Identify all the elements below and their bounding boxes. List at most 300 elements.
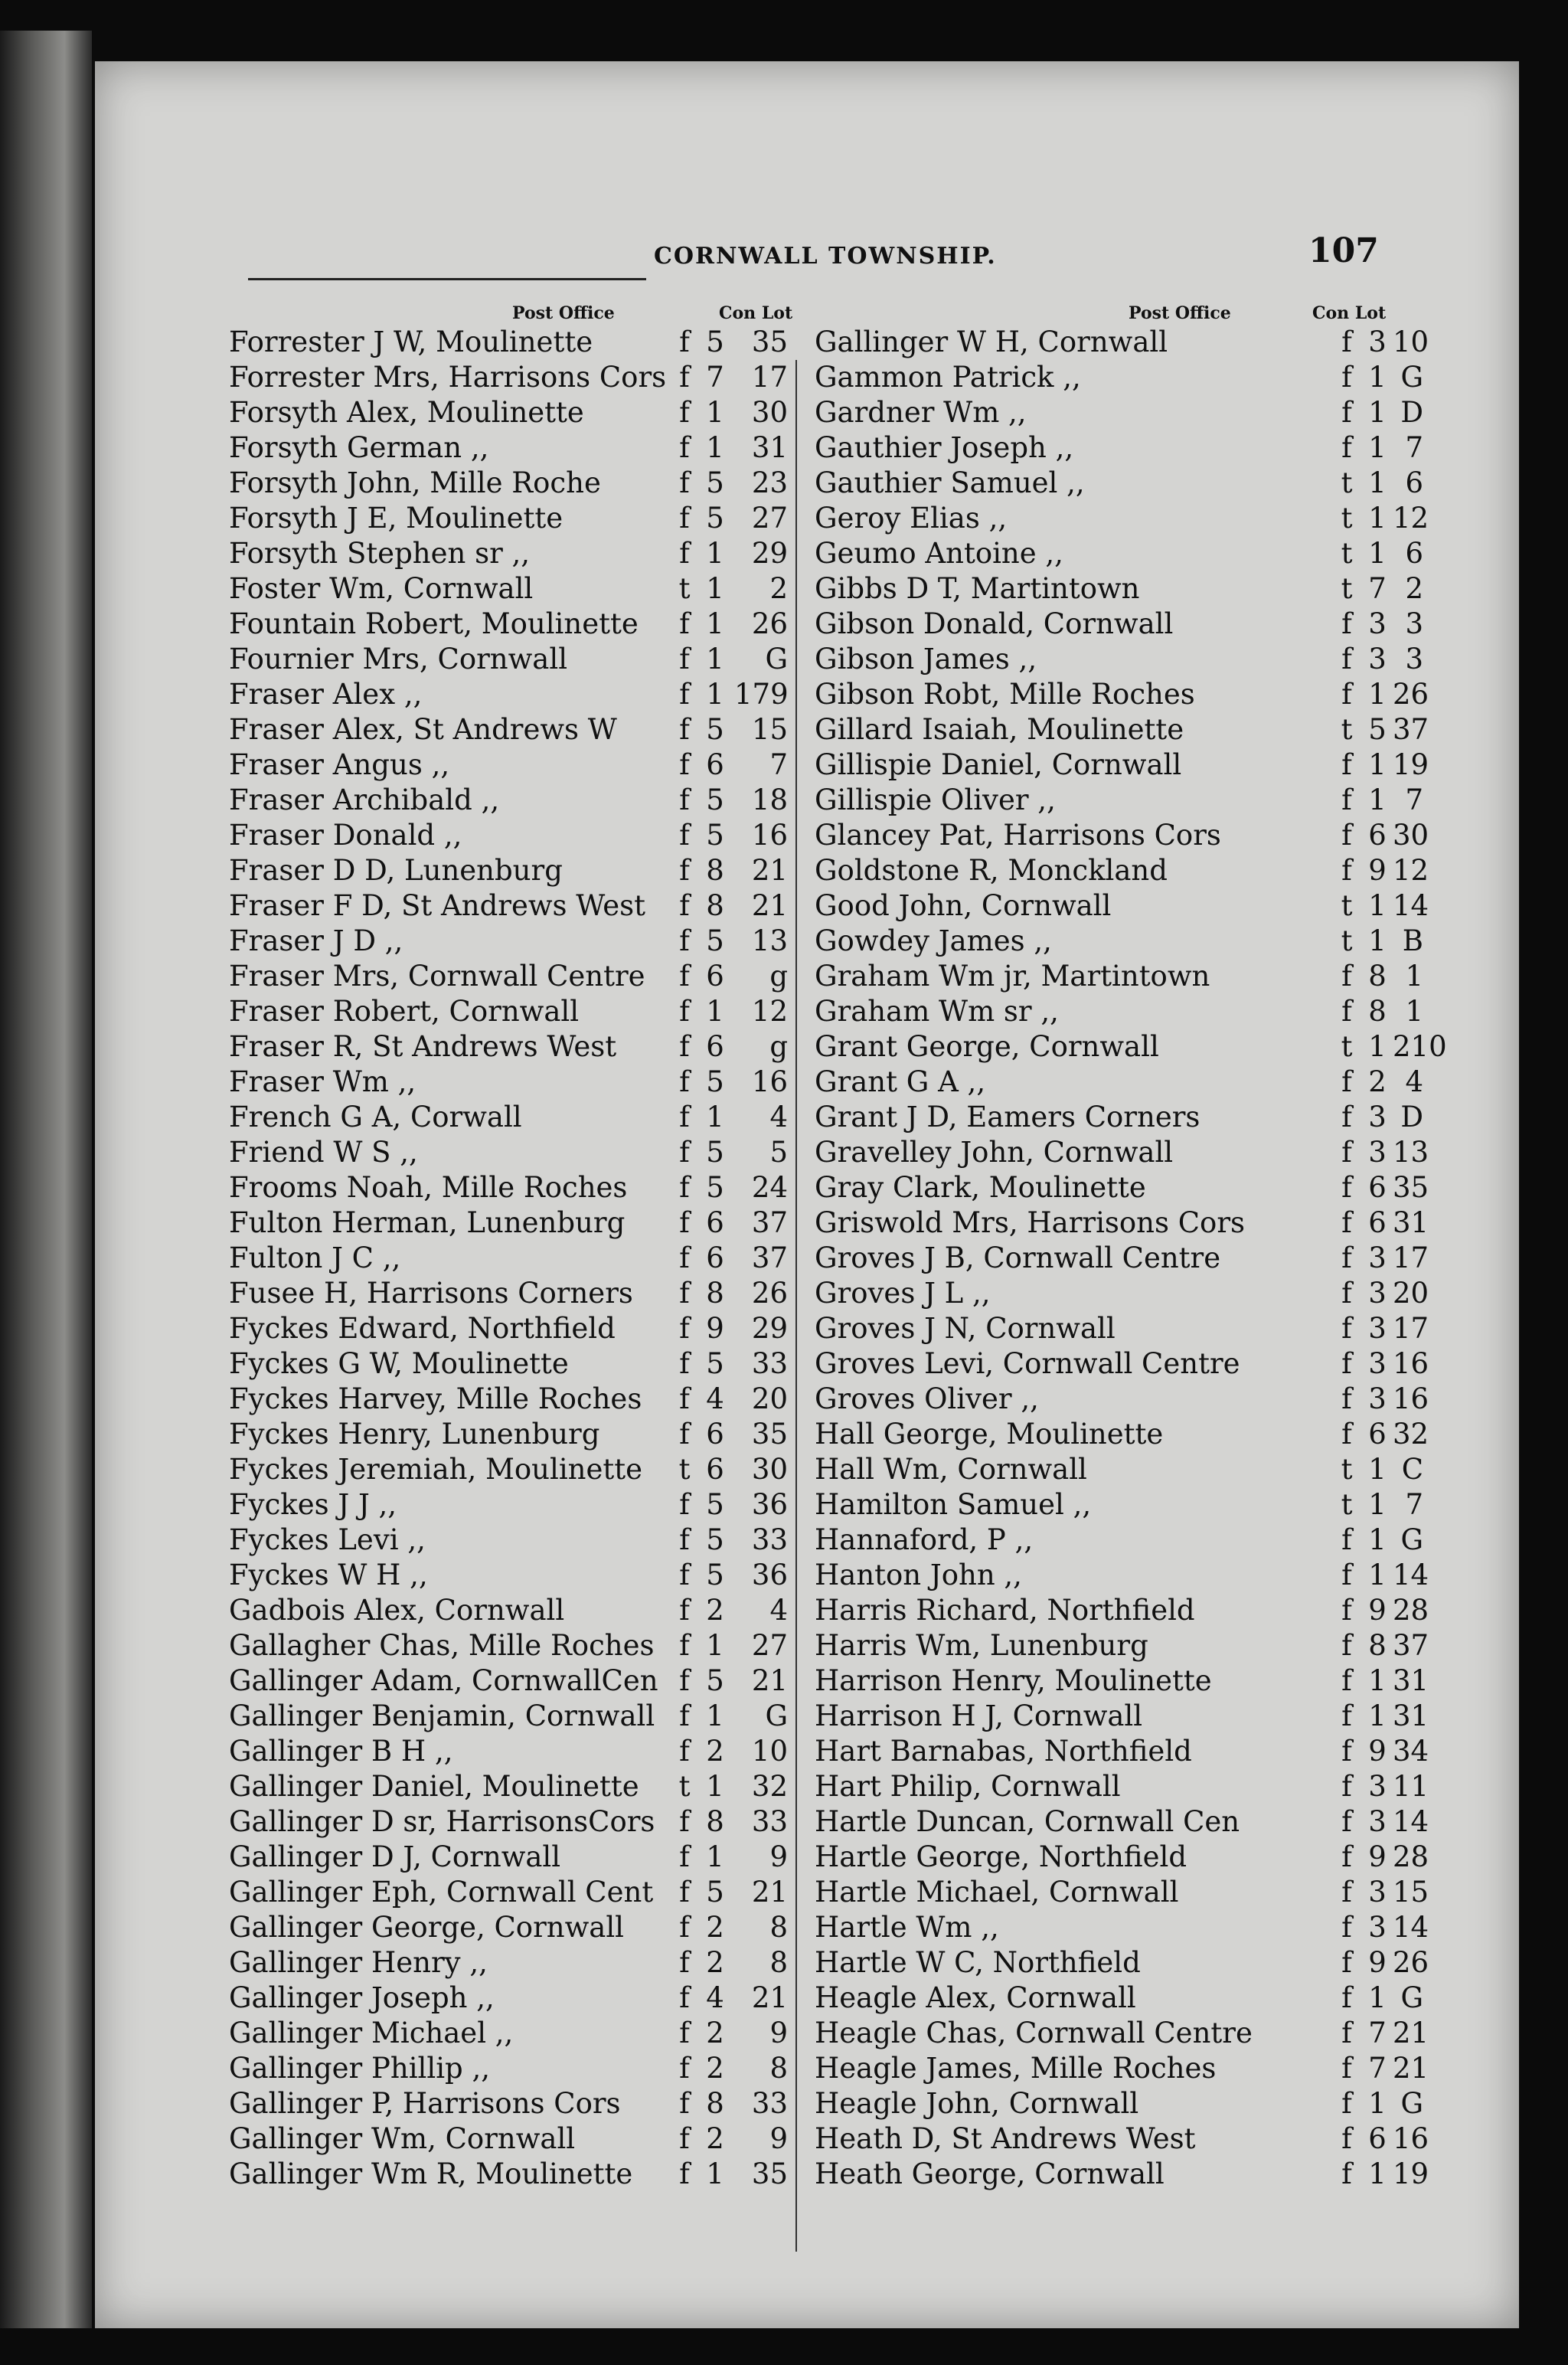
concession-number: 1	[706, 1101, 724, 1133]
tenure-code: f	[679, 1523, 690, 1556]
lot-number: 17	[751, 361, 788, 394]
directory-entry	[807, 1382, 1429, 1418]
concession-number: 6	[1368, 2122, 1387, 2155]
directory-entry	[229, 2122, 811, 2157]
entry-name: Good John, Cornwall	[815, 889, 1112, 922]
directory-entry	[229, 431, 811, 466]
tenure-code: f	[679, 819, 690, 852]
entry-name: Fountain Robert, Moulinette	[229, 607, 639, 640]
concession-number: 6	[706, 1030, 724, 1063]
directory-entry	[229, 1206, 811, 1241]
concession-number: 9	[706, 1312, 724, 1345]
lot-number: C	[1401, 1453, 1423, 1486]
entry-name: Fraser J D ,,	[229, 924, 403, 957]
concession-number: 5	[706, 1876, 724, 1909]
header-rule	[248, 278, 646, 280]
tenure-code: f	[679, 678, 690, 711]
entry-name: Forsyth Alex, Moulinette	[229, 396, 584, 429]
concession-number: 1	[706, 1840, 724, 1873]
concession-number: 1	[1368, 502, 1387, 535]
tenure-code: f	[679, 1559, 690, 1591]
entry-name: Gallinger Wm, Cornwall	[229, 2122, 576, 2155]
lot-number: 36	[751, 1488, 788, 1521]
directory-entry	[807, 1101, 1423, 1136]
concession-number: 6	[706, 748, 724, 781]
concession-number: 9	[1368, 1594, 1387, 1627]
lot-number: 16	[751, 1065, 788, 1098]
tenure-code: f	[1341, 361, 1352, 394]
concession-number: 6	[1368, 1206, 1387, 1239]
tenure-code: f	[679, 924, 690, 957]
directory-entry	[807, 572, 1423, 607]
lot-number: G	[1400, 1523, 1423, 1556]
tenure-code: f	[679, 396, 690, 429]
lot-number: 14	[1393, 1559, 1429, 1591]
entry-name: Hartle Wm ,,	[815, 1911, 999, 1944]
entry-name: Fraser Alex ,,	[229, 678, 423, 711]
right-column-header	[807, 303, 1389, 326]
tenure-code: f	[1341, 1206, 1352, 1239]
tenure-code: f	[1341, 1699, 1352, 1732]
entry-name: Fyckes Edward, Northfield	[229, 1312, 616, 1345]
lot-number: 28	[1393, 1840, 1429, 1873]
entry-name: Hall George, Moulinette	[815, 1418, 1164, 1451]
lot-number: 7	[1405, 1488, 1423, 1521]
entry-name: Groves Oliver ,,	[815, 1382, 1039, 1415]
concession-number: 6	[1368, 1418, 1387, 1451]
directory-entry	[807, 1347, 1429, 1382]
entry-name: Harrison Henry, Moulinette	[815, 1664, 1212, 1697]
concession-number: 1	[706, 1699, 724, 1732]
concession-number: 1	[1368, 1699, 1387, 1732]
entry-name: Grant J D, Eamers Corners	[815, 1101, 1200, 1133]
lot-number: 31	[751, 431, 788, 464]
directory-entry	[229, 1418, 811, 1453]
directory-entry	[229, 361, 811, 396]
entry-name: Hannaford, P ,,	[815, 1523, 1034, 1556]
directory-entry	[807, 1453, 1423, 1488]
concession-number: 1	[706, 1629, 724, 1662]
entry-name: Fraser Angus ,,	[229, 748, 450, 781]
lot-number: 6	[1405, 537, 1423, 570]
entry-name: Gardner Wm ,,	[815, 396, 1027, 429]
directory-entry	[229, 1770, 811, 1805]
directory-entry	[807, 1171, 1429, 1206]
concession-number: 6	[706, 960, 724, 993]
entry-name: Heagle Alex, Cornwall	[815, 1981, 1136, 2014]
tenure-code: f	[1341, 1876, 1352, 1909]
entry-name: Fyckes W H ,,	[229, 1559, 428, 1591]
directory-entry	[229, 1664, 811, 1699]
concession-number: 6	[706, 1206, 724, 1239]
tenure-code: f	[679, 1876, 690, 1909]
lot-number: 37	[751, 1241, 788, 1274]
directory-entry	[229, 1382, 811, 1418]
entry-name: Forsyth J E, Moulinette	[229, 502, 564, 535]
entry-name: Gibson Donald, Cornwall	[815, 607, 1174, 640]
tenure-code: f	[1341, 854, 1352, 887]
directory-entry	[229, 2157, 811, 2193]
lot-number: G	[1400, 1981, 1423, 2014]
lot-number: 37	[751, 1206, 788, 1239]
directory-entry	[229, 2087, 811, 2122]
lot-number: 2	[769, 572, 788, 605]
directory-entry	[229, 2052, 811, 2087]
lot-number: 8	[769, 1911, 788, 1944]
concession-number: 8	[706, 854, 724, 887]
tenure-code: f	[679, 1488, 690, 1521]
entry-name: Hartle Duncan, Cornwall Cen	[815, 1805, 1240, 1838]
concession-number: 1	[1368, 748, 1387, 781]
lot-number: 35	[1393, 1171, 1429, 1204]
tenure-code: f	[1341, 748, 1352, 781]
entry-name: Gibbs D T, Martintown	[815, 572, 1140, 605]
entry-name: Gallinger D J, Cornwall	[229, 1840, 561, 1873]
tenure-code: f	[679, 643, 690, 675]
concession-number: 7	[1368, 2052, 1387, 2085]
entry-name: Gallagher Chas, Mille Roches	[229, 1629, 655, 1662]
lot-number: 30	[751, 396, 788, 429]
concession-number: 2	[706, 1735, 724, 1768]
entry-name: Harrison H J, Cornwall	[815, 1699, 1143, 1732]
tenure-code: f	[1341, 1805, 1352, 1838]
entry-name: Gallinger Adam, CornwallCen	[229, 1664, 658, 1697]
concession-number: 8	[706, 1805, 724, 1838]
entry-name: Gauthier Joseph ,,	[815, 431, 1074, 464]
entry-name: Hartle W C, Northfield	[815, 1946, 1141, 1979]
concession-number: 1	[706, 1770, 724, 1803]
lot-number: 31	[1393, 1206, 1429, 1239]
lot-number: 21	[751, 1664, 788, 1697]
concession-number: 6	[706, 1453, 724, 1486]
concession-number: 5	[706, 1559, 724, 1591]
directory-entry	[807, 466, 1423, 502]
entry-name: Gadbois Alex, Cornwall	[229, 1594, 565, 1627]
lot-number: 12	[751, 995, 788, 1028]
lot-number: 11	[1393, 1770, 1429, 1803]
concession-number: 5	[706, 1065, 724, 1098]
directory-entry	[807, 1770, 1429, 1805]
directory-entry	[807, 889, 1429, 924]
concession-number: 6	[1368, 1171, 1387, 1204]
lot-number: 19	[1393, 748, 1429, 781]
concession-number: 3	[1368, 1876, 1387, 1909]
tenure-code: f	[679, 1735, 690, 1768]
directory-entry	[807, 2017, 1429, 2052]
tenure-code: f	[679, 325, 690, 358]
lot-number: G	[1400, 2087, 1423, 2120]
concession-number: 1	[1368, 537, 1387, 570]
tenure-code: t	[678, 572, 691, 605]
directory-entry	[807, 1840, 1429, 1876]
lot-number: 10	[751, 1735, 788, 1768]
tenure-code: f	[679, 1030, 690, 1063]
tenure-code: f	[679, 537, 690, 570]
tenure-code: f	[679, 2122, 690, 2155]
directory-entry	[807, 1488, 1423, 1523]
concession-number: 4	[706, 1981, 724, 2014]
lot-number: 28	[1393, 1594, 1429, 1627]
concession-number: 3	[1368, 1101, 1387, 1133]
entry-name: Hart Philip, Cornwall	[815, 1770, 1121, 1803]
entry-name: Fraser D D, Lunenburg	[229, 854, 563, 887]
directory-entry	[229, 854, 811, 889]
lot-number: g	[769, 960, 788, 993]
tenure-code: f	[679, 502, 690, 535]
tenure-code: f	[679, 713, 690, 746]
concession-number: 5	[706, 819, 724, 852]
tenure-code: f	[679, 854, 690, 887]
tenure-code: f	[679, 1981, 690, 2014]
lot-number: 34	[1393, 1735, 1429, 1768]
lot-number: 7	[1405, 783, 1423, 816]
concession-number: 2	[1368, 1065, 1387, 1098]
post-office-heading: Post Office	[512, 303, 615, 323]
directory-entry	[807, 1735, 1429, 1770]
tenure-code: f	[1341, 2017, 1352, 2049]
entry-name: Fulton Herman, Lunenburg	[229, 1206, 626, 1239]
concession-number: 5	[706, 1347, 724, 1380]
lot-number: 1	[1405, 960, 1423, 993]
lot-number: G	[1400, 361, 1423, 394]
lot-number: 37	[1393, 713, 1429, 746]
concession-number: 1	[706, 678, 724, 711]
concession-number: 3	[1368, 1347, 1387, 1380]
directory-entry	[807, 1629, 1429, 1664]
lot-number: D	[1400, 396, 1423, 429]
concession-number: 4	[706, 1382, 724, 1415]
concession-number: 5	[706, 713, 724, 746]
concession-number: 1	[1368, 1488, 1387, 1521]
lot-number: 12	[1393, 502, 1429, 535]
directory-entry	[229, 924, 811, 960]
tenure-code: f	[1341, 1347, 1352, 1380]
entry-name: French G A, Corwall	[229, 1101, 522, 1133]
entry-name: Forsyth German ,,	[229, 431, 489, 464]
lot-number: 9	[769, 2122, 788, 2155]
tenure-code: f	[679, 2052, 690, 2085]
lot-number: 26	[751, 1277, 788, 1310]
directory-entry	[807, 1136, 1429, 1171]
lot-number: 31	[1393, 1699, 1429, 1732]
lot-number: 18	[751, 783, 788, 816]
tenure-code: f	[679, 783, 690, 816]
lot-number: 16	[1393, 1382, 1429, 1415]
lot-number: G	[765, 643, 788, 675]
left-entry-list	[229, 325, 811, 2193]
tenure-code: f	[679, 1065, 690, 1098]
entry-name: Gillard Isaiah, Moulinette	[815, 713, 1184, 746]
lot-number: 35	[751, 325, 788, 358]
concession-number: 1	[706, 396, 724, 429]
lot-number: 9	[769, 2017, 788, 2049]
entry-name: Groves J L ,,	[815, 1277, 991, 1310]
concession-number: 6	[706, 1241, 724, 1274]
directory-entry	[807, 2122, 1429, 2157]
concession-number: 2	[706, 1911, 724, 1944]
tenure-code: f	[1341, 1664, 1352, 1697]
concession-number: 5	[706, 1523, 724, 1556]
tenure-code: f	[679, 1312, 690, 1345]
tenure-code: f	[1341, 1065, 1352, 1098]
post-office-heading: Post Office	[1129, 303, 1231, 323]
entry-name: Gallinger Eph, Cornwall Cent	[229, 1876, 654, 1909]
lot-number: 31	[1393, 1664, 1429, 1697]
concession-number: 8	[706, 889, 724, 922]
concession-number: 1	[706, 643, 724, 675]
tenure-code: f	[1341, 2087, 1352, 2120]
entry-name: Gallinger D sr, HarrisonsCors	[229, 1805, 655, 1838]
directory-entry	[229, 1488, 811, 1523]
directory-entry	[229, 1594, 811, 1629]
tenure-code: f	[1341, 783, 1352, 816]
lot-number: 21	[751, 1981, 788, 2014]
lot-number: 10	[1393, 325, 1429, 358]
lot-number: 3	[1405, 607, 1423, 640]
entry-name: Fyckes G W, Moulinette	[229, 1347, 569, 1380]
entry-name: Friend W S ,,	[229, 1136, 418, 1169]
concession-number: 7	[1368, 2017, 1387, 2049]
tenure-code: f	[679, 1594, 690, 1627]
tenure-code: f	[679, 1840, 690, 1873]
entry-name: Hart Barnabas, Northfield	[815, 1735, 1192, 1768]
lot-number: 4	[769, 1594, 788, 1627]
lot-number: 19	[1393, 2157, 1429, 2190]
lot-number: 179	[734, 678, 789, 711]
lot-number: 6	[1405, 466, 1423, 499]
entry-name: Groves J N, Cornwall	[815, 1312, 1116, 1345]
concession-number: 1	[1368, 783, 1387, 816]
lot-number: 4	[769, 1101, 788, 1133]
entry-name: Grant George, Cornwall	[815, 1030, 1159, 1063]
directory-entry	[807, 2087, 1423, 2122]
lot-number: 21	[1393, 2052, 1429, 2085]
entry-name: Gauthier Samuel ,,	[815, 466, 1085, 499]
concession-number: 7	[1368, 572, 1387, 605]
directory-entry	[807, 1559, 1429, 1594]
tenure-code: f	[1341, 2122, 1352, 2155]
lot-number: 2	[1405, 572, 1423, 605]
tenure-code: f	[1341, 1312, 1352, 1345]
entry-name: Hamilton Samuel ,,	[815, 1488, 1092, 1521]
lot-number: 210	[1393, 1030, 1447, 1063]
directory-entry	[807, 2157, 1429, 2193]
concession-number: 1	[1368, 361, 1387, 394]
entry-name: Hartle Michael, Cornwall	[815, 1876, 1179, 1909]
directory-entry	[807, 960, 1423, 995]
entry-name: Fraser Archibald ,,	[229, 783, 500, 816]
directory-entry	[807, 1805, 1429, 1840]
directory-entry	[807, 854, 1429, 889]
tenure-code: t	[678, 1453, 691, 1486]
tenure-code: f	[1341, 2052, 1352, 2085]
tenure-code: f	[1341, 1629, 1352, 1662]
entry-name: Graham Wm sr ,,	[815, 995, 1059, 1028]
concession-number: 1	[706, 607, 724, 640]
directory-entry	[807, 1030, 1447, 1065]
directory-entry	[807, 1241, 1429, 1277]
directory-entry	[229, 1559, 811, 1594]
concession-number: 5	[706, 502, 724, 535]
directory-entry	[807, 1523, 1423, 1559]
tenure-code: f	[679, 748, 690, 781]
entry-name: Fulton J C ,,	[229, 1241, 401, 1274]
entry-name: Forsyth John, Mille Roche	[229, 466, 601, 499]
entry-name: Fyckes Henry, Lunenburg	[229, 1418, 600, 1451]
tenure-code: f	[679, 1171, 690, 1204]
con-lot-heading: Con Lot	[719, 303, 793, 323]
entry-name: Grant G A ,,	[815, 1065, 986, 1098]
tenure-code: t	[1341, 537, 1353, 570]
concession-number: 8	[706, 2087, 724, 2120]
entry-name: Gallinger Henry ,,	[229, 1946, 488, 1979]
tenure-code: f	[679, 431, 690, 464]
directory-entry	[229, 995, 811, 1030]
concession-number: 1	[1368, 1981, 1387, 2014]
directory-entry	[807, 1277, 1429, 1312]
tenure-code: f	[679, 1277, 690, 1310]
entry-name: Hartle George, Northfield	[815, 1840, 1187, 1873]
concession-number: 3	[1368, 1136, 1387, 1169]
entry-name: Heagle Chas, Cornwall Centre	[815, 2017, 1253, 2049]
entry-name: Fraser Alex, St Andrews W	[229, 713, 617, 746]
concession-number: 1	[1368, 2087, 1387, 2120]
lot-number: 37	[1393, 1629, 1429, 1662]
entry-name: Heath D, St Andrews West	[815, 2122, 1196, 2155]
entry-name: Gillispie Daniel, Cornwall	[815, 748, 1182, 781]
lot-number: 4	[1405, 1065, 1423, 1098]
tenure-code: f	[1341, 1559, 1352, 1591]
entry-name: Fraser F D, St Andrews West	[229, 889, 646, 922]
concession-number: 6	[706, 1418, 724, 1451]
entry-name: Gallinger W H, Cornwall	[815, 325, 1168, 358]
concession-number: 5	[706, 783, 724, 816]
directory-entry	[229, 1101, 811, 1136]
tenure-code: f	[679, 1629, 690, 1662]
entry-name: Gowdey James ,,	[815, 924, 1052, 957]
lot-number: 13	[1393, 1136, 1429, 1169]
tenure-code: f	[1341, 2157, 1352, 2190]
tenure-code: f	[1341, 1418, 1352, 1451]
entry-name: Fournier Mrs, Cornwall	[229, 643, 568, 675]
directory-entry	[807, 1594, 1429, 1629]
concession-number: 2	[706, 1946, 724, 1979]
directory-entry	[229, 396, 811, 431]
tenure-code: f	[1341, 819, 1352, 852]
tenure-code: f	[679, 995, 690, 1028]
lot-number: 1	[1405, 995, 1423, 1028]
entry-name: Gallinger Joseph ,,	[229, 1981, 495, 2014]
tenure-code: f	[679, 1911, 690, 1944]
tenure-code: t	[1341, 924, 1353, 957]
concession-number: 1	[1368, 1030, 1387, 1063]
entry-name: Fraser R, St Andrews West	[229, 1030, 617, 1063]
directory-entry	[229, 2017, 811, 2052]
concession-number: 1	[1368, 1664, 1387, 1697]
lot-number: 36	[751, 1559, 788, 1591]
lot-number: g	[769, 1030, 788, 1063]
directory-entry	[807, 678, 1429, 713]
lot-number: 16	[751, 819, 788, 852]
lot-number: 17	[1393, 1241, 1429, 1274]
lot-number: 33	[751, 1347, 788, 1380]
entry-name: Gibson Robt, Mille Roches	[815, 678, 1195, 711]
directory-entry	[229, 1735, 811, 1770]
tenure-code: f	[679, 1418, 690, 1451]
concession-number: 3	[1368, 1805, 1387, 1838]
lot-number: 21	[751, 889, 788, 922]
lot-number: 26	[1393, 678, 1429, 711]
